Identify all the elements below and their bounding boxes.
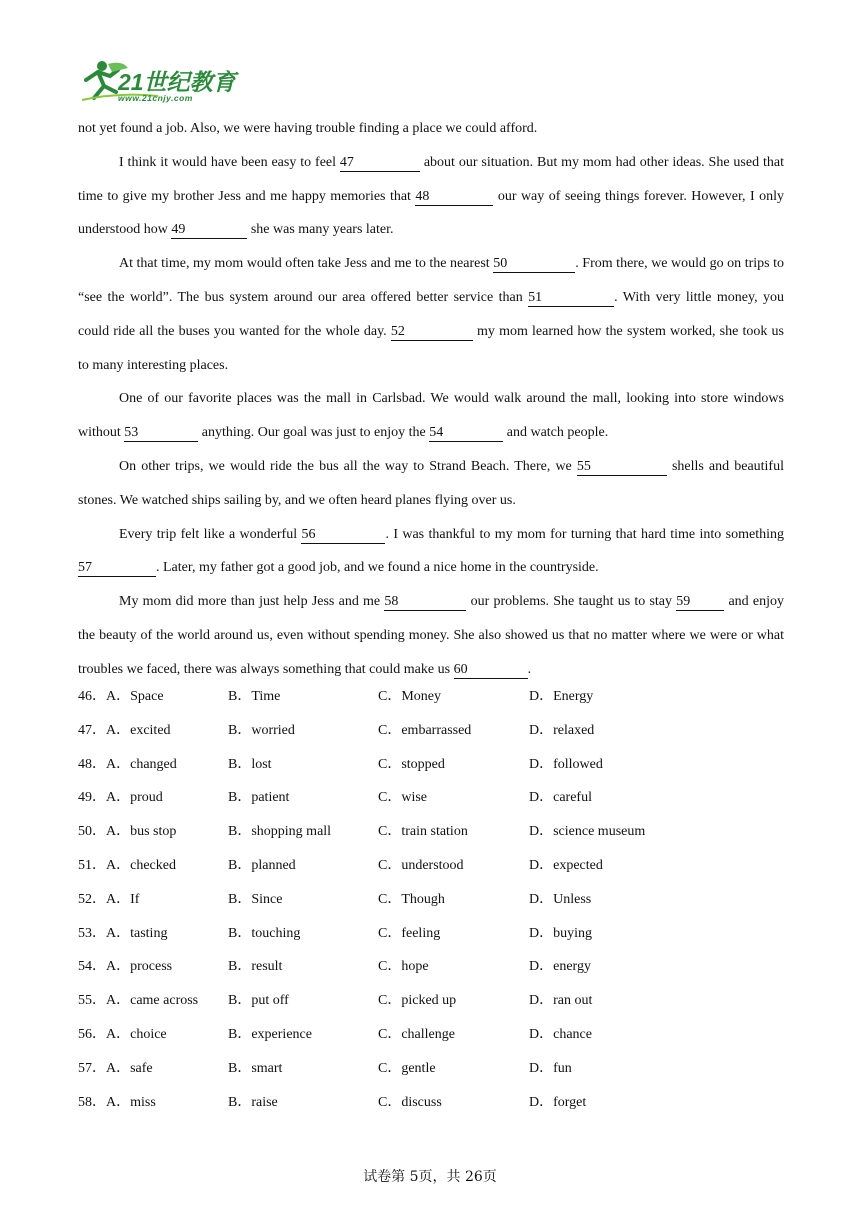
option-d: D．science museum <box>529 824 646 840</box>
option-b: B．put off <box>228 993 289 1009</box>
option-b: B．Time <box>228 689 281 704</box>
paragraph-1: I think it would have been easy to feel 47 about our situation. But my mom had other ideas. She used that time to give my brother Jess and me happy memories that 48 our way of seeing things forever. However, I only understood how 49 she was many years later. <box>78 154 784 238</box>
option-a <box>78 781 163 815</box>
paragraph-4: On other trips, we would ride the bus all the way to Strand Beach. There, we 55 shells and beautiful stones. We watched ships sailing by, and we often heard planes flying over us. <box>78 458 784 508</box>
option-b: B．lost <box>228 756 272 772</box>
blank-55: 55 <box>577 459 667 476</box>
option-a <box>78 883 139 917</box>
option-text: A．changed <box>106 756 177 772</box>
option-d: D．Energy <box>529 689 594 704</box>
option-c: C．Though <box>378 891 445 907</box>
option-d: D．forget <box>529 1094 587 1110</box>
option-c: C．stopped <box>378 756 445 772</box>
option-text: A．miss <box>106 1094 156 1110</box>
option-b: B．Since <box>228 891 283 907</box>
blank-60: 60 <box>454 662 528 679</box>
blank-48: 48 <box>415 189 493 206</box>
option-b: B．patient <box>228 790 290 806</box>
option-d: D．followed <box>529 756 603 772</box>
question-number: 58． <box>78 1094 106 1110</box>
question-number: 47． <box>78 722 106 738</box>
option-d: D．fun <box>529 1060 572 1076</box>
blank-54: 54 <box>429 425 503 442</box>
question-number: 51． <box>78 857 106 873</box>
option-a <box>78 815 176 849</box>
option-row <box>78 1018 784 1052</box>
option-c: C．train station <box>378 824 468 840</box>
logo-text: 21世纪教育 <box>118 69 236 95</box>
option-text: A．safe <box>106 1060 153 1076</box>
option-a <box>78 1086 156 1120</box>
option-d: D．energy <box>529 959 591 975</box>
blank-47: 47 <box>340 155 420 172</box>
option-b: B．result <box>228 959 283 975</box>
option-text: A．proud <box>106 790 163 806</box>
blank-57: 57 <box>78 560 156 577</box>
option-c: C．understood <box>378 857 464 873</box>
option-text: A．tasting <box>106 925 168 941</box>
option-row <box>78 950 784 984</box>
question-number: 57． <box>78 1060 106 1076</box>
option-b: B．planned <box>228 857 296 873</box>
option-b: B．experience <box>228 1026 312 1042</box>
option-d: D．careful <box>529 790 592 806</box>
paragraph-5: Every trip felt like a wonderful 56 . I was thankful to my mom for turning that hard time into something 57 . Later, my father got a good job, and we found a nice home in the countryside. <box>78 526 784 576</box>
option-a <box>78 1052 153 1086</box>
question-number: 48． <box>78 756 106 772</box>
option-b: B．shopping mall <box>228 824 332 840</box>
options-list <box>78 680 784 1119</box>
option-c: C．Money <box>378 689 441 704</box>
blank-49: 49 <box>171 222 247 239</box>
option-row <box>78 883 784 917</box>
option-a <box>78 1018 167 1052</box>
option-row <box>78 917 784 951</box>
option-c: C．picked up <box>378 993 457 1009</box>
page-footer: 试卷第 5页，共 26页 <box>363 1169 497 1185</box>
blank-52: 52 <box>391 324 473 341</box>
paragraph-3: One of our favorite places was the mall in Carlsbad. We would walk around the mall, looking into store windows without 53 anything. Our goal was just to enjoy the 54 and watch people. <box>78 391 784 441</box>
option-text: A．checked <box>106 857 176 873</box>
option-d: D．chance <box>529 1026 592 1042</box>
option-a <box>78 748 177 782</box>
option-row <box>78 714 784 748</box>
option-c: C．challenge <box>378 1026 455 1042</box>
option-a <box>78 680 164 714</box>
question-number: 50． <box>78 824 106 840</box>
option-text: A．choice <box>106 1026 167 1042</box>
blank-59: 59 <box>676 594 724 611</box>
option-row <box>78 748 784 782</box>
option-text: A．bus stop <box>106 824 177 840</box>
option-row <box>78 1052 784 1086</box>
question-number: 52． <box>78 891 106 907</box>
option-a <box>78 950 172 984</box>
option-row <box>78 815 784 849</box>
question-number: 53． <box>78 925 106 941</box>
option-d: D．relaxed <box>529 722 595 738</box>
option-c: C．feeling <box>378 925 441 941</box>
option-row <box>78 984 784 1018</box>
question-number: 54． <box>78 959 106 975</box>
option-row <box>78 849 784 883</box>
blank-51: 51 <box>528 290 614 307</box>
question-number: 49． <box>78 790 106 806</box>
blank-56: 56 <box>301 527 385 544</box>
option-d: D．buying <box>529 925 592 941</box>
option-row <box>78 781 784 815</box>
option-text: A．came across <box>106 993 199 1009</box>
option-c: C．discuss <box>378 1094 442 1110</box>
passage-line-top: not yet found a job. Also, we were having trouble finding a place we could afford. <box>78 121 538 136</box>
option-b: B．raise <box>228 1094 278 1110</box>
option-c: C．wise <box>378 790 427 806</box>
paragraph-2: At that time, my mom would often take Jess and me to the nearest 50 . From there, we would go on trips to “see the world”. The bus system around our area offered better service than 51 . With very little money, you could ride all the buses you wanted for the whole day. 52 my mom learned how the system worked, she took us to many interesting places. <box>78 256 785 373</box>
option-c: C．gentle <box>378 1060 436 1076</box>
option-d: D．ran out <box>529 993 593 1009</box>
question-number: 46． <box>78 689 106 704</box>
option-d: D．Unless <box>529 891 592 907</box>
option-text: A．process <box>106 959 173 975</box>
option-a <box>78 849 176 883</box>
option-b: B．touching <box>228 925 301 941</box>
option-text: A．excited <box>106 722 171 738</box>
question-number: 56． <box>78 1026 106 1042</box>
logo-url: www.21cnjy.com <box>118 93 193 103</box>
option-text: A．If <box>106 891 140 907</box>
option-a <box>78 917 167 951</box>
option-b: B．worried <box>228 722 295 738</box>
question-number: 55． <box>78 993 106 1009</box>
blank-50: 50 <box>493 256 575 273</box>
option-c: C．hope <box>378 959 429 975</box>
option-c: C．embarrassed <box>378 722 472 738</box>
option-a <box>78 984 198 1018</box>
passage <box>78 112 784 687</box>
blank-58: 58 <box>384 594 466 611</box>
option-text: A．Space <box>106 689 164 704</box>
option-d: D．expected <box>529 857 603 873</box>
paragraph-6: My mom did more than just help Jess and me 58 our problems. She taught us to stay 59 and enjoy the beauty of the world around us, even without spending money. She also showed us that no matter where we were or what troubles we faced, there was always something that could make us 60 . <box>78 594 784 677</box>
option-a <box>78 714 171 748</box>
option-row <box>78 1086 784 1120</box>
blank-53: 53 <box>124 425 198 442</box>
option-row <box>78 680 784 714</box>
option-b: B．smart <box>228 1060 283 1076</box>
